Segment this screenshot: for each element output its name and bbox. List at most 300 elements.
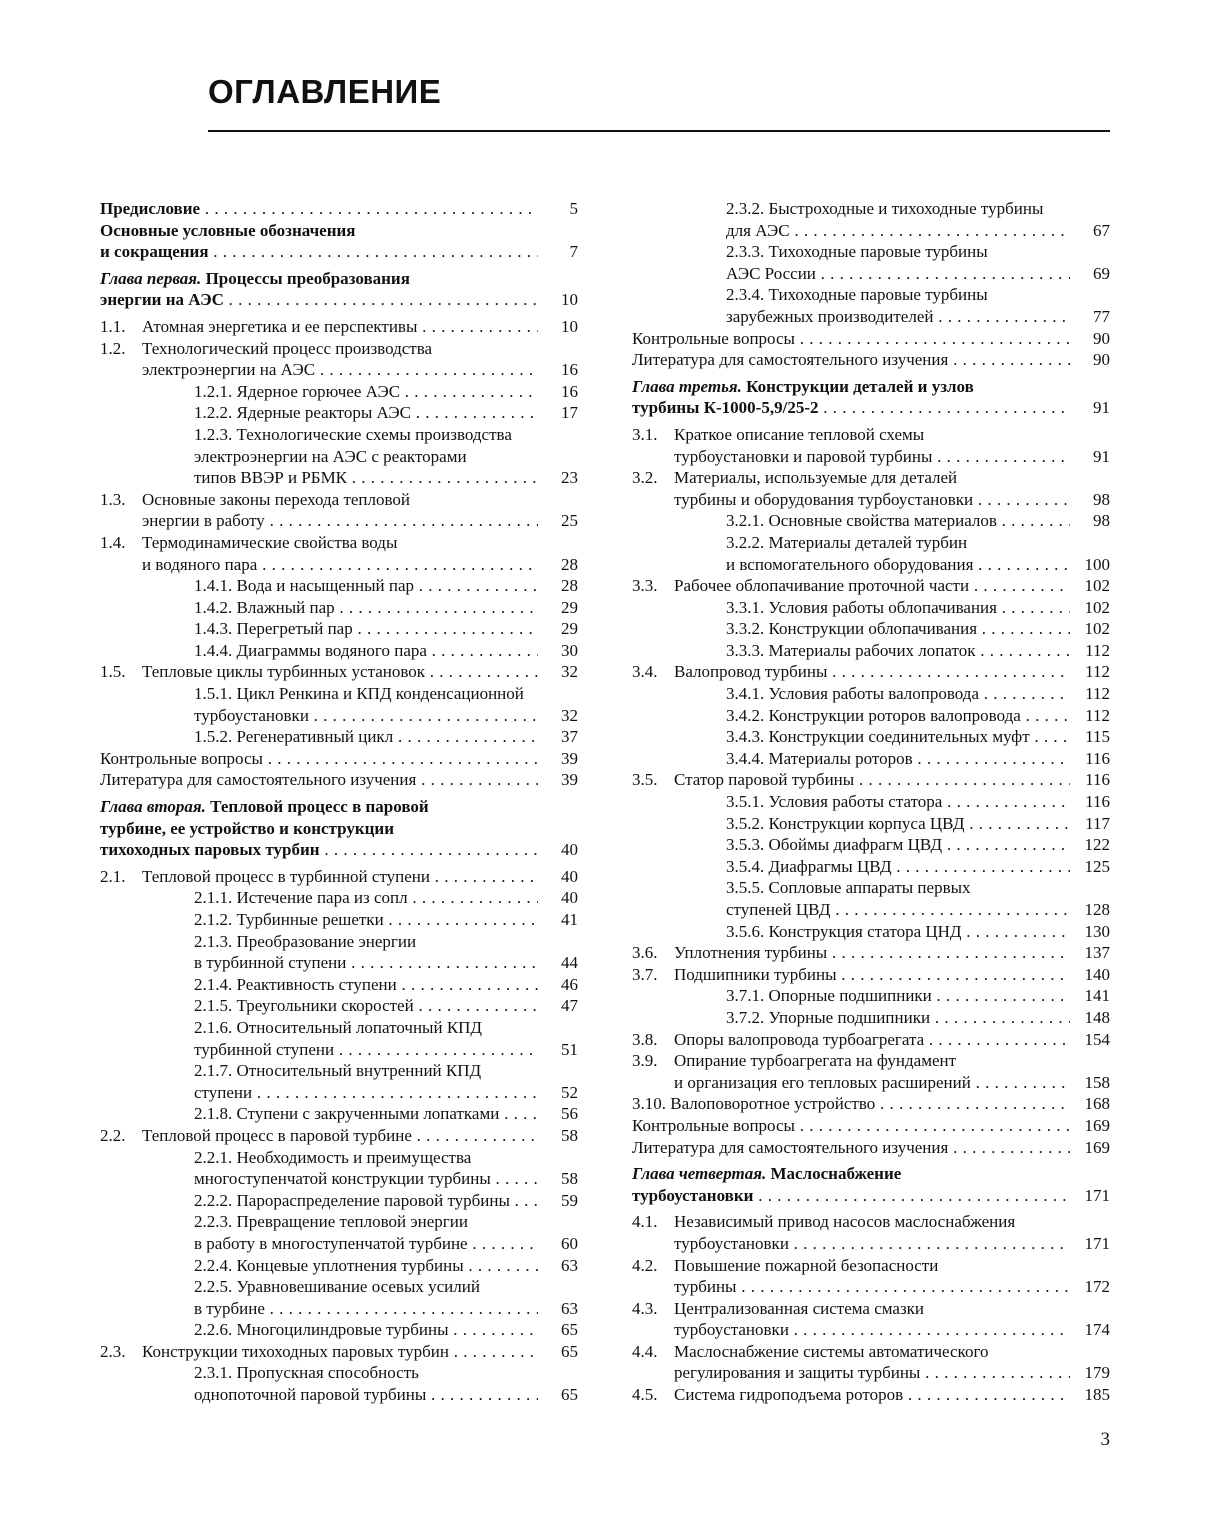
toc-entry-title xyxy=(194,1082,538,1104)
toc-entry-text: Литература для самостоятельного изучения xyxy=(632,1137,949,1157)
toc-entry-text: Технологический процесс производства xyxy=(142,338,433,358)
chapter-label: Глава четвертая. xyxy=(632,1164,767,1184)
toc-entry-text: для АЭС xyxy=(726,220,790,240)
toc-entry xyxy=(632,397,1110,419)
toc-entry-text: 3.4.4. Материалы роторов xyxy=(726,748,913,768)
toc-entry xyxy=(632,554,1110,576)
toc-entry-text: 2.1.5. Треугольники скоростей xyxy=(194,996,414,1016)
toc-page-number: 17 xyxy=(561,403,578,423)
toc-entry xyxy=(100,381,578,403)
toc-entry-title xyxy=(194,1190,538,1212)
toc-page-number: 169 xyxy=(1084,1137,1110,1157)
toc-entry-text: 3.5.2. Конструкции корпуса ЦВД xyxy=(726,813,965,833)
toc-entry-title xyxy=(142,316,538,338)
toc-page-number: 16 xyxy=(561,360,578,380)
toc-entry-text: тихоходных паровых турбин xyxy=(100,840,320,860)
toc-entry-title xyxy=(726,683,1070,705)
toc-entry-title xyxy=(142,554,538,576)
toc-entry xyxy=(632,1137,1110,1159)
toc-entry-text: ступеней ЦВД xyxy=(726,900,831,919)
toc-entry-text: Контрольные вопросы xyxy=(100,748,263,768)
toc-entry-title xyxy=(674,1211,1070,1233)
toc-section-number: 1.5. xyxy=(100,662,126,682)
toc-section-number: 4.2. xyxy=(632,1255,658,1275)
toc-entry-text: 3.5.4. Диафрагмы ЦВД xyxy=(726,856,892,876)
toc-entry-title xyxy=(194,1255,538,1277)
toc-page-number: 128 xyxy=(1084,900,1110,919)
toc-entry xyxy=(100,1233,578,1255)
toc-entry xyxy=(632,424,1110,446)
toc-entry-text: 2.1.7. Относительный внутренний КПД xyxy=(194,1061,482,1081)
toc-page-number: 140 xyxy=(1084,964,1110,984)
chapter-label: Глава третья. xyxy=(632,376,742,396)
toc-section-number: 3.9. xyxy=(632,1051,658,1071)
toc-entry xyxy=(632,1319,1110,1341)
toc-entry-text: 3.4.1. Условия работы валопровода xyxy=(726,684,979,704)
toc-section-number: 3.6. xyxy=(632,943,658,963)
toc-entry xyxy=(100,316,578,338)
toc-entry-title xyxy=(194,1168,538,1190)
toc-entry-text: Контрольные вопросы xyxy=(632,328,795,348)
toc-entry-text: и водяного пара xyxy=(142,554,258,574)
toc-entry-text: 3.2.1. Основные свойства материалов xyxy=(726,511,997,531)
toc-entry-title xyxy=(726,198,1070,220)
toc-entry xyxy=(100,1362,578,1384)
toc-page-number: 63 xyxy=(561,1298,578,1318)
toc-entry-title xyxy=(674,575,1070,597)
toc-entry-title xyxy=(100,289,538,311)
toc-page-number: 10 xyxy=(561,316,578,336)
toc-entry-text: Независимый привод насосов маслоснабжения xyxy=(674,1212,1016,1232)
toc-entry-title xyxy=(194,683,538,705)
toc-entry-text: 2.1.1. Истечение пара из сопл xyxy=(194,888,408,908)
toc-entry xyxy=(632,349,1110,371)
toc-entry-text: и организация его тепловых расширений xyxy=(674,1072,971,1092)
toc-page-number: 90 xyxy=(1093,350,1110,370)
toc-entry xyxy=(632,376,1110,398)
toc-entry xyxy=(100,338,578,360)
toc-page-number: 98 xyxy=(1093,489,1110,509)
toc-section-number: 4.3. xyxy=(632,1298,658,1318)
toc-entry-title xyxy=(194,1147,538,1169)
toc-entry-title xyxy=(142,866,538,888)
toc-entry-text: 3.7.1. Опорные подшипники xyxy=(726,986,932,1006)
toc-page-number: 185 xyxy=(1084,1385,1110,1405)
toc-right-column xyxy=(632,198,1110,1406)
toc-page-number: 29 xyxy=(561,619,578,639)
toc-entry-text: в турбинной ступени xyxy=(194,953,347,973)
toc-entry-title xyxy=(142,1125,538,1147)
toc-entry-title xyxy=(194,1017,538,1039)
toc-entry xyxy=(632,856,1110,878)
toc-entry-text: турбины xyxy=(674,1277,737,1297)
toc-page-number: 115 xyxy=(1085,727,1110,747)
toc-entry-text: 3.7.2. Упорные подшипники xyxy=(726,1007,931,1027)
title-divider xyxy=(208,130,1110,132)
toc-page-number: 56 xyxy=(561,1104,578,1124)
toc-entry xyxy=(632,985,1110,1007)
toc-entry-title xyxy=(632,1163,1070,1185)
toc-entry-text: 2.1.4. Реактивность ступени xyxy=(194,974,397,994)
toc-entry-title xyxy=(194,446,538,468)
toc-entry-title xyxy=(726,705,1070,727)
toc-entry-title xyxy=(726,618,1070,640)
toc-page-number: 174 xyxy=(1084,1320,1110,1340)
toc-page-number: 77 xyxy=(1093,306,1110,326)
toc-page-number: 46 xyxy=(561,974,578,994)
toc-entry-title xyxy=(194,1103,538,1125)
toc-entry xyxy=(632,241,1110,263)
toc-page-number: 29 xyxy=(561,597,578,617)
toc-entry xyxy=(100,640,578,662)
toc-entry-title xyxy=(194,705,538,727)
toc-entry-text: Термодинамические свойства воды xyxy=(142,532,398,552)
toc-entry-text: 1.2.1. Ядерное горючее АЭС xyxy=(194,381,401,401)
toc-entry xyxy=(632,1185,1110,1207)
toc-entry-text: 3.5.1. Условия работы статора xyxy=(726,792,943,812)
toc-entry-title xyxy=(142,338,538,360)
toc-entry-title xyxy=(674,1276,1070,1298)
toc-page-number: 69 xyxy=(1093,263,1110,283)
toc-page-number: 7 xyxy=(569,242,578,262)
toc-entry-title xyxy=(194,1362,538,1384)
toc-entry xyxy=(632,1072,1110,1094)
toc-entry-text: 3.3.3. Материалы рабочих лопаток xyxy=(726,640,976,660)
toc-entry-text: турбинной ступени xyxy=(194,1039,335,1059)
toc-entry xyxy=(100,1039,578,1061)
toc-entry-text: Опоры валопровода турбоагрегата xyxy=(674,1029,925,1049)
toc-entry-title xyxy=(100,818,538,840)
toc-entry xyxy=(632,306,1110,328)
toc-entry-text: многоступенчатой конструкции турбины xyxy=(194,1169,491,1189)
toc-entry-title xyxy=(632,1115,1070,1137)
toc-entry xyxy=(632,1029,1110,1051)
toc-entry-text: Рабочее облопачивание проточной части xyxy=(674,576,970,596)
toc-entry-text: 2.1.6. Относительный лопаточный КПД xyxy=(194,1017,483,1037)
toc-entry-text: Основные законы перехода тепловой xyxy=(142,489,411,509)
toc-entry-title xyxy=(194,575,538,597)
toc-entry-title xyxy=(726,726,1070,748)
toc-page-number: 40 xyxy=(561,840,578,860)
toc-entry-title xyxy=(100,769,538,791)
toc-entry xyxy=(100,220,578,242)
toc-entry-text: регулирования и защиты турбины xyxy=(674,1363,921,1383)
toc-entry-title xyxy=(674,1233,1070,1255)
toc-entry-title xyxy=(674,489,1070,511)
toc-section-number: 4.4. xyxy=(632,1341,658,1361)
toc-entry-title xyxy=(726,921,1070,943)
toc-entry xyxy=(100,748,578,770)
toc-entry-text: энергии в работу xyxy=(142,511,265,531)
toc-entry-text: 1.4.1. Вода и насыщенный пар xyxy=(194,576,414,596)
toc-entry-title xyxy=(674,942,1070,964)
toc-section-number: 2.1. xyxy=(100,866,126,886)
toc-page-number: 172 xyxy=(1084,1277,1110,1297)
toc-entry-text: Тепловой процесс в турбинной ступени xyxy=(142,866,430,886)
toc-entry-title xyxy=(194,1384,538,1406)
toc-page-number: 90 xyxy=(1093,328,1110,348)
toc-entry-text: турбины и оборудования турбоустановки xyxy=(674,489,974,509)
toc-entry xyxy=(100,289,578,311)
toc-entry xyxy=(100,575,578,597)
toc-entry-title xyxy=(142,510,538,532)
toc-entry-title xyxy=(674,1050,1070,1072)
toc-entry xyxy=(632,1050,1110,1072)
toc-entry-title xyxy=(726,554,1070,576)
toc-entry-text: 2.1.2. Турбинные решетки xyxy=(194,910,384,929)
toc-entry xyxy=(632,446,1110,468)
toc-entry xyxy=(100,532,578,554)
toc-entry-text: Краткое описание тепловой схемы xyxy=(674,424,925,444)
toc-entry-title xyxy=(194,1319,538,1341)
toc-entry-title xyxy=(674,964,1070,986)
toc-page-number: 112 xyxy=(1085,662,1110,682)
toc-page-number: 171 xyxy=(1084,1185,1110,1205)
toc-entry xyxy=(100,1147,578,1169)
toc-entry-title xyxy=(194,1039,538,1061)
toc-page-number: 158 xyxy=(1084,1072,1110,1092)
toc-entry xyxy=(100,1017,578,1039)
toc-entry-title xyxy=(674,446,1070,468)
toc-entry xyxy=(100,1082,578,1104)
toc-entry-text: 1.2.2. Ядерные реакторы АЭС xyxy=(194,403,411,423)
toc-page-number: 154 xyxy=(1084,1029,1110,1049)
toc-entry xyxy=(632,1093,1110,1115)
toc-entry xyxy=(100,268,578,290)
toc-entry xyxy=(632,813,1110,835)
toc-entry-title xyxy=(726,856,1070,878)
toc-section-number: 3.2. xyxy=(632,468,658,488)
toc-section-number: 4.1. xyxy=(632,1212,658,1232)
toc-entry-text: Уплотнения турбины xyxy=(674,943,828,963)
toc-entry-text: Тепловой процесс в паровой xyxy=(210,797,429,817)
toc-entry xyxy=(100,1125,578,1147)
toc-entry xyxy=(100,241,578,263)
toc-entry xyxy=(632,328,1110,350)
toc-page-number: 122 xyxy=(1084,835,1110,855)
toc-entry-text: 2.2.5. Уравновешивание осевых усилий xyxy=(194,1277,480,1297)
toc-page-number: 63 xyxy=(561,1255,578,1275)
toc-entry-text: 3.5.5. Сопловые аппараты первых xyxy=(726,878,971,898)
toc-page-number: 41 xyxy=(561,910,578,929)
toc-page-number: 116 xyxy=(1085,792,1110,812)
toc-section-number: 3.7. xyxy=(632,964,658,984)
toc-entry xyxy=(100,796,578,818)
toc-entry-title xyxy=(674,1298,1070,1320)
toc-entry-text: 2.3.3. Тихоходные паровые турбины xyxy=(726,242,988,262)
toc-entry-text: 2.2.6. Многоцилиндровые турбины xyxy=(194,1320,449,1340)
toc-entry-title xyxy=(632,1093,1070,1115)
toc-entry-text: 3.5.6. Конструкция статора ЦНД xyxy=(726,921,962,941)
toc-entry-text: турбоустановки xyxy=(674,1320,789,1340)
toc-entry-title xyxy=(194,887,538,909)
toc-page-number: 179 xyxy=(1084,1363,1110,1383)
toc-entry-title xyxy=(726,220,1070,242)
toc-entry-text: Процессы преобразования xyxy=(205,268,410,288)
toc-entry-title xyxy=(674,424,1070,446)
toc-entry-text: Централизованная система смазки xyxy=(674,1298,925,1318)
toc-page-number: 10 xyxy=(561,290,578,310)
toc-entry xyxy=(100,198,578,220)
toc-page-number: 58 xyxy=(561,1125,578,1145)
toc-page-number: 130 xyxy=(1084,921,1110,941)
toc-entry-text: зарубежных производителей xyxy=(726,306,934,326)
toc-entry xyxy=(632,683,1110,705)
chapter-label: Глава первая. xyxy=(100,268,202,288)
toc-entry-title xyxy=(726,263,1070,285)
toc-entry-text: 1.4.3. Перегретый пар xyxy=(194,619,353,639)
toc-entry xyxy=(100,683,578,705)
toc-entry xyxy=(100,1060,578,1082)
toc-entry-title xyxy=(194,995,538,1017)
toc-page-number: 51 xyxy=(561,1039,578,1059)
toc-entry-title xyxy=(726,306,1070,328)
toc-entry-title xyxy=(674,1029,1070,1051)
toc-page-number: 25 xyxy=(561,511,578,531)
toc-page-number: 148 xyxy=(1084,1007,1110,1027)
toc-page-number: 58 xyxy=(561,1169,578,1189)
toc-entry xyxy=(100,1103,578,1125)
toc-entry-title xyxy=(100,241,538,263)
toc-entry-title xyxy=(726,985,1070,1007)
toc-entry-text: 1.5.2. Регенеративный цикл xyxy=(194,727,394,747)
toc-page-number: 102 xyxy=(1084,597,1110,617)
toc-entry-text: Статор паровой турбины xyxy=(674,770,855,790)
toc-entry xyxy=(100,402,578,424)
toc-page-number: 5 xyxy=(569,199,578,218)
toc-page-number: 116 xyxy=(1085,748,1110,768)
toc-entry-text: 3.3.1. Условия работы облопачивания xyxy=(726,597,997,617)
toc-entry-text: турбине, ее устройство и конструкции xyxy=(100,818,395,838)
toc-page-number: 168 xyxy=(1084,1094,1110,1114)
toc-entry-title xyxy=(726,748,1070,770)
toc-entry xyxy=(632,726,1110,748)
toc-entry-text: 2.3.4. Тихоходные паровые турбины xyxy=(726,285,988,305)
toc-entry-text: турбины К-1000-5,9/25-2 xyxy=(632,398,819,418)
toc-entry-title xyxy=(632,1137,1070,1159)
toc-entry xyxy=(632,1007,1110,1029)
toc-entry-title xyxy=(726,813,1070,835)
toc-page-number: 112 xyxy=(1085,640,1110,660)
toc-entry-text: Предисловие xyxy=(100,199,201,218)
toc-entry-text: турбоустановки xyxy=(674,1233,789,1253)
toc-entry-text: Валопровод турбины xyxy=(674,662,828,682)
toc-entry-title xyxy=(194,1276,538,1298)
toc-entry-text: типов ВВЭР и РБМК xyxy=(194,468,348,488)
toc-section-number: 2.2. xyxy=(100,1125,126,1145)
toc-entry-title xyxy=(194,424,538,446)
toc-entry-text: 2.3.2. Быстроходные и тихоходные турбины xyxy=(726,199,1044,218)
toc-entry xyxy=(632,769,1110,791)
toc-entry-title xyxy=(142,1341,538,1363)
toc-entry-title xyxy=(726,284,1070,306)
toc-page-number: 47 xyxy=(561,996,578,1016)
page-number: 3 xyxy=(1100,1429,1110,1450)
toc-section-number: 3.4. xyxy=(632,662,658,682)
toc-entry xyxy=(100,1276,578,1298)
toc-entry-text: Литература для самостоятельного изучения xyxy=(632,350,949,370)
toc-entry xyxy=(100,1319,578,1341)
toc-entry xyxy=(632,220,1110,242)
toc-section-number: 1.4. xyxy=(100,532,126,552)
toc-entry-title xyxy=(726,791,1070,813)
toc-entry xyxy=(632,597,1110,619)
toc-entry-title xyxy=(674,1072,1070,1094)
toc-page-number: 169 xyxy=(1084,1115,1110,1135)
toc-section-number: 4.5. xyxy=(632,1385,658,1405)
toc-entry-text: Литература для самостоятельного изучения xyxy=(100,770,417,790)
toc-entry-title xyxy=(674,1255,1070,1277)
toc-entry-title xyxy=(726,640,1070,662)
toc-page-number: 98 xyxy=(1093,511,1110,531)
toc-entry xyxy=(632,1341,1110,1363)
toc-section-number: 1.1. xyxy=(100,316,126,336)
toc-entry-title xyxy=(142,661,538,683)
toc-entry-title xyxy=(142,489,538,511)
toc-entry-text: Основные условные обозначения xyxy=(100,220,356,240)
toc-page-number: 171 xyxy=(1084,1233,1110,1253)
toc-entry-text: 1.4.4. Диаграммы водяного пара xyxy=(194,640,427,660)
toc-entry-title xyxy=(100,839,538,861)
toc-entry-text: и вспомогательного оборудования xyxy=(726,554,974,574)
toc-entry-title xyxy=(726,597,1070,619)
toc-entry-text: Опирание турбоагрегата на фундамент xyxy=(674,1051,957,1071)
toc-entry xyxy=(100,1190,578,1212)
toc-entry-title xyxy=(674,1341,1070,1363)
toc-entry-title xyxy=(726,510,1070,532)
toc-page-number: 67 xyxy=(1093,220,1110,240)
toc-entry-title xyxy=(100,220,538,242)
toc-page-number: 32 xyxy=(561,705,578,725)
toc-section-number: 2.3. xyxy=(100,1341,126,1361)
toc-page-number: 102 xyxy=(1084,619,1110,639)
toc-entry-title xyxy=(632,349,1070,371)
toc-entry-title xyxy=(142,532,538,554)
toc-entry xyxy=(632,1276,1110,1298)
toc-entry-text: Конструкции тихоходных паровых турбин xyxy=(142,1341,449,1361)
toc-entry xyxy=(632,284,1110,306)
toc-entry-text: 1.2.3. Технологические схемы производства xyxy=(194,424,512,444)
toc-page-number: 37 xyxy=(561,727,578,747)
toc-entry xyxy=(100,489,578,511)
toc-entry xyxy=(632,899,1110,921)
toc-page-number: 125 xyxy=(1084,856,1110,876)
toc-entry xyxy=(100,597,578,619)
toc-page-number: 112 xyxy=(1085,705,1110,725)
toc-entry xyxy=(632,834,1110,856)
toc-entry xyxy=(100,554,578,576)
toc-page-number: 32 xyxy=(561,662,578,682)
toc-page-number: 60 xyxy=(561,1233,578,1253)
toc-entry-text: 2.1.3. Преобразование энергии xyxy=(194,931,417,951)
toc-entry-title xyxy=(194,597,538,619)
toc-entry xyxy=(632,532,1110,554)
toc-entry-text: Тепловые циклы турбинных установок xyxy=(142,662,426,682)
toc-entry-text: 2.2.1. Необходимость и преимущества xyxy=(194,1147,472,1167)
toc-page-number: 30 xyxy=(561,640,578,660)
toc-section-number: 3.5. xyxy=(632,770,658,790)
toc-entry-text: Маслоснабжение системы автоматического xyxy=(674,1341,989,1361)
toc-page-number: 91 xyxy=(1093,446,1110,466)
toc-entry-text: Тепловой процесс в паровой турбине xyxy=(142,1125,412,1145)
toc-entry-title xyxy=(194,974,538,996)
toc-entry xyxy=(632,1115,1110,1137)
toc-page-number: 52 xyxy=(561,1082,578,1102)
toc-entry xyxy=(100,995,578,1017)
toc-entry-title xyxy=(194,1298,538,1320)
toc-entry xyxy=(100,769,578,791)
toc-entry-text: Контрольные вопросы xyxy=(632,1115,795,1135)
